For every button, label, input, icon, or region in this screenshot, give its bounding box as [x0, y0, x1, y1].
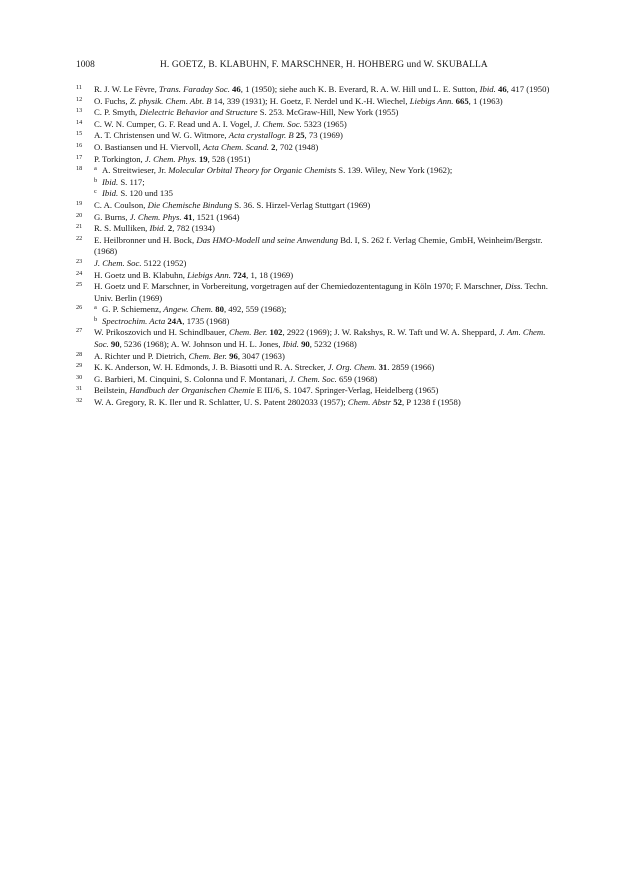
reference-item [76, 351, 556, 363]
citation-volume: 31 [378, 362, 388, 373]
citation-italic: Z. physik. Chem. Abt. B [129, 95, 212, 106]
sub-reference [94, 165, 556, 177]
reference-number: 18 [76, 165, 83, 173]
citation-text: , 1 (1950); siehe auch K. B. Everard, R. A. W. Hill und L. E. Sutton, [240, 84, 480, 94]
reference-number: 11 [76, 84, 82, 91]
reference-item [76, 200, 556, 212]
citation-text: G. P. Schiemenz, [102, 304, 164, 315]
reference-number: 29 [76, 362, 83, 370]
citation-volume: 665 [455, 95, 469, 106]
citation-italic: Ibid. [149, 223, 166, 234]
reference-number: 15 [76, 130, 83, 138]
reference-item [76, 119, 556, 131]
citation-italic: J. Org. Chem. [327, 362, 377, 373]
citation-italic: Handbuch der Organischen Chemie [129, 385, 255, 396]
sub-reference-letter: c [94, 188, 97, 196]
sub-reference-letter: a [94, 304, 97, 312]
reference-number: 24 [76, 269, 83, 277]
citation-text: S. 36. S. Hirzel-Verlag Stuttgart (1969) [232, 199, 371, 210]
citation-text: , 417 (1950) [506, 84, 550, 94]
reference-number: 12 [76, 95, 83, 103]
reference-number: 21 [76, 223, 83, 231]
citation-italic: Dielectric Behavior and Structure [139, 107, 258, 118]
citation-text: S. 139. Wiley, New York (1962); [336, 165, 453, 176]
citation-italic: J. Chem. Soc. [254, 118, 302, 129]
reference-number: 31 [76, 385, 83, 393]
reference-number: 27 [76, 327, 83, 335]
reference-number: 32 [76, 397, 83, 405]
citation-text: , 702 (1948) [275, 141, 319, 152]
citation-text: K. K. Anderson, W. H. Edmonds, J. B. Biasotti und R. A. Strecker, [94, 362, 328, 373]
citation-italic: Molecular Orbital Theory for Organic Chemists [168, 165, 337, 176]
citation-text: A. Streitwieser, Jr. [102, 165, 169, 176]
citation-italic: Die Chemische Bindung [147, 199, 233, 210]
reference-number: 25 [76, 281, 83, 289]
citation-text: E III/6, S. 1047. Springer-Verlag, Heidelberg (1965) [254, 385, 439, 396]
citation-italic: J. Chem. Phys. [129, 211, 182, 222]
reference-item [76, 223, 556, 235]
citation-text: R. J. W. Le Fèvre, [94, 84, 159, 94]
citation-text: E. Heilbronner und H. Bock, [94, 234, 197, 245]
citation-volume: 52 [393, 397, 402, 408]
citation-text: W. Prikoszovich und H. Schindlbauer, [94, 327, 229, 338]
citation-text: . 2859 (1966) [387, 362, 435, 373]
running-head-authors: H. GOETZ, B. KLABUHN, F. MARSCHNER, H. HOHBERG und W. SKUBALLA [160, 60, 488, 70]
citation-volume: 46 [232, 84, 241, 94]
reference-number: 23 [76, 257, 83, 265]
reference-list [76, 84, 556, 409]
page-number: 1008 [76, 60, 95, 70]
citation-volume: 2 [271, 141, 276, 152]
sub-reference [94, 177, 556, 189]
citation-italic: Trans. Faraday Soc. [158, 84, 230, 94]
reference-item [76, 165, 556, 200]
citation-text: , 782 (1934) [172, 223, 215, 234]
citation-text: G. Burns, [94, 211, 130, 222]
reference-number: 17 [76, 153, 83, 161]
citation-italic: Chem. Ber. [228, 327, 268, 338]
reference-item [76, 304, 556, 327]
citation-text: S. 253. McGraw-Hill, New York (1955) [257, 107, 399, 118]
citation-text: O. Fuchs, [94, 95, 130, 106]
citation-volume: 80 [215, 304, 224, 315]
reference-item [76, 258, 556, 270]
reference-item [76, 397, 556, 409]
citation-italic: Das HMO-Modell und seine Anwendung [196, 234, 339, 245]
citation-text: G. Barbieri, M. Cinquini, S. Colonna und F. Montanari, [94, 373, 290, 384]
reference-number: 22 [76, 234, 83, 242]
citation-italic: Ibid. [479, 84, 496, 94]
citation-text: Beilstein, [94, 385, 130, 396]
citation-italic: Spectrochim. Acta [102, 315, 166, 326]
citation-volume: 24A [167, 315, 183, 326]
citation-volume: 724 [233, 269, 247, 280]
reference-item [76, 130, 556, 142]
citation-italic: Acta crystallogr. B [228, 130, 294, 141]
citation-text: Bd. I, S. 262 f. Verlag Chemie, GmbH, Weinheim/Bergstr. (1968) [94, 234, 543, 257]
running-header [76, 57, 556, 73]
citation-text: Techn. Univ. Berlin (1969) [94, 281, 548, 303]
citation-text: H. Goetz und F. Marschner, in Vorbereitung, vorgetragen auf der Chemiedozententagung in Köln 1970; F. Marschner, [94, 281, 505, 292]
citation-text: , 492, 559 (1968); [223, 304, 287, 315]
citation-text: , 1521 (1964) [192, 211, 240, 222]
citation-volume: 102 [269, 327, 283, 338]
sub-reference-letter: b [94, 315, 98, 323]
citation-text: , 1735 (1968) [182, 315, 230, 326]
sub-reference [94, 316, 556, 328]
citation-text: , 528 (1951) [207, 153, 251, 164]
reference-item [76, 270, 556, 282]
reference-item [76, 212, 556, 224]
citation-text: , 1, 18 (1969) [246, 269, 294, 280]
citation-italic: J. Chem. Phys. [144, 153, 197, 164]
citation-text: R. S. Mulliken, [94, 223, 150, 234]
reference-item [76, 385, 556, 397]
citation-italic: Angew. Chem. [163, 304, 214, 315]
citation-text: P. Torkington, [94, 153, 145, 164]
reference-item [76, 374, 556, 386]
sub-reference-letter: b [94, 176, 98, 184]
citation-italic: J. Chem. Soc. [94, 257, 142, 268]
citation-italic: Acta Chem. Scand. [202, 141, 269, 152]
citation-text: , 5236 (1968); A. W. Johnson und H. L. Jones, [119, 339, 283, 350]
reference-item [76, 84, 556, 96]
citation-text: 5122 (1952) [141, 257, 187, 268]
citation-text: , 1 (1963) [468, 95, 503, 106]
citation-volume: 19 [198, 153, 208, 164]
citation-volume: 25 [295, 130, 305, 141]
reference-number: 19 [76, 199, 83, 207]
citation-text: 14, 339 (1931); H. Goetz, F. Nerdel und K.-H. Wiechel, [211, 95, 410, 106]
citation-italic: Diss. [504, 281, 523, 292]
citation-text: C. W. N. Cumper, G. F. Read und A. I. Vogel, [94, 118, 255, 129]
citation-text: C. A. Coulson, [94, 199, 148, 210]
citation-italic: Ibid. [102, 188, 119, 199]
sub-reference-letter: a [94, 165, 97, 173]
citation-italic: Chem. Ber. [188, 350, 227, 361]
reference-number: 13 [76, 107, 83, 115]
reference-item [76, 235, 556, 258]
reference-number: 16 [76, 141, 83, 149]
citation-italic: Ibid. [282, 339, 299, 350]
citation-text: O. Bastiansen und H. Viervoll, [94, 141, 203, 152]
citation-italic: Liebigs Ann. [187, 269, 231, 280]
reference-item [76, 96, 556, 108]
reference-item [76, 327, 556, 350]
reference-number: 20 [76, 211, 83, 219]
citation-italic: Ibid. [102, 176, 119, 187]
reference-number: 30 [76, 373, 83, 381]
citation-text: 5323 (1965) [301, 118, 347, 129]
citation-volume: 96 [229, 350, 238, 361]
citation-volume: 46 [497, 84, 507, 94]
citation-italic: J. Am. Chem. Soc. [94, 327, 546, 350]
citation-text: , 2922 (1969); J. W. Rakshys, R. W. Taft und W. A. Sheppard, [282, 327, 499, 338]
citation-text: S. 120 und 135 [118, 188, 173, 199]
reference-item [76, 154, 556, 166]
citation-volume: 90 [110, 339, 120, 350]
citation-text: W. A. Gregory, R. K. Iler und R. Schlatter, U. S. Patent 2802033 (1957); [94, 397, 348, 408]
citation-italic: J. Chem. Soc. [289, 373, 337, 384]
citation-text: 659 (1968) [336, 373, 378, 384]
citation-volume: 41 [183, 211, 193, 222]
citation-volume: 2 [167, 223, 173, 234]
citation-text: H. Goetz und B. Klabuhn, [94, 269, 188, 280]
sub-reference [94, 188, 556, 200]
citation-text: C. P. Smyth, [94, 107, 140, 118]
citation-text: , 5232 (1968) [309, 339, 357, 350]
reference-item [76, 362, 556, 374]
reference-item [76, 142, 556, 154]
reference-item [76, 281, 556, 304]
citation-text: , P 1238 f (1958) [401, 397, 461, 408]
citation-text: S. 117; [118, 176, 145, 187]
citation-italic: Chem. Abstr [347, 397, 392, 408]
citation-text: , 73 (1969) [304, 130, 343, 141]
citation-text: A. Richter und P. Dietrich, [94, 350, 189, 361]
citation-italic: Liebigs Ann. [409, 95, 454, 106]
citation-volume: 90 [301, 339, 310, 350]
citation-text: , 3047 (1963) [237, 350, 285, 361]
reference-number: 14 [76, 118, 83, 126]
citation-text: A. T. Christensen und W. G. Witmore, [94, 130, 229, 141]
sub-reference [94, 304, 556, 316]
reference-item [76, 107, 556, 119]
reference-number: 28 [76, 350, 83, 358]
reference-number: 26 [76, 304, 83, 312]
